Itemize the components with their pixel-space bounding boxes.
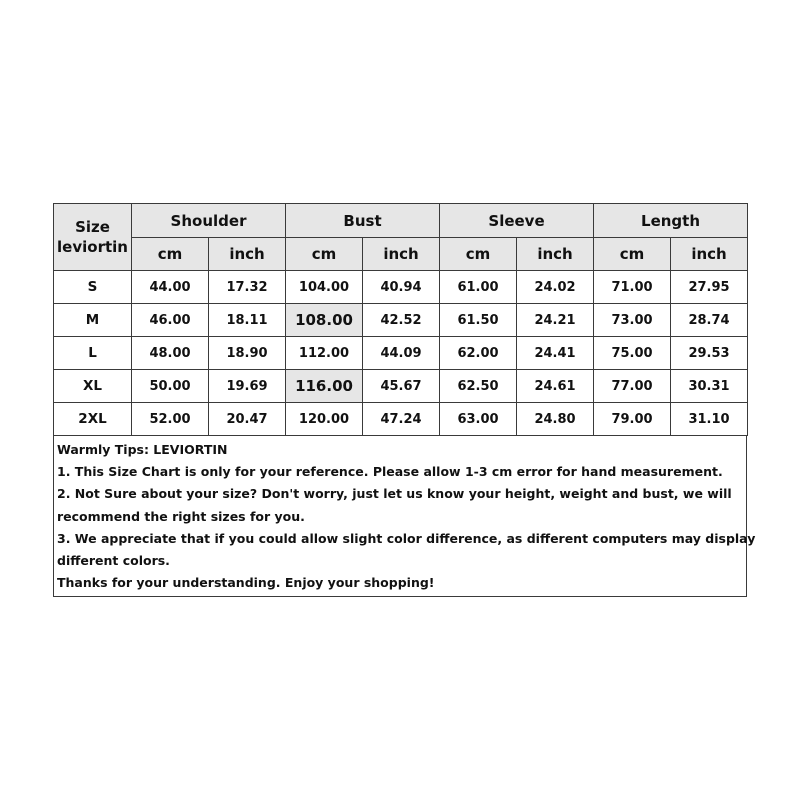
table-cell: 46.00: [132, 304, 209, 337]
table-cell: 61.50: [440, 304, 517, 337]
table-cell: 52.00: [132, 403, 209, 436]
tips-line: 2. Not Sure about your size? Don't worry, just let us know your height, weight and bust, we will: [57, 486, 732, 502]
tips-line: 3. We appreciate that if you could allow slight color difference, as different computers may display: [57, 530, 756, 546]
unit-header: inch: [671, 238, 748, 271]
table-cell: 61.00: [440, 271, 517, 304]
unit-header: cm: [286, 238, 363, 271]
table-cell: 48.00: [132, 337, 209, 370]
table-cell: 42.52: [363, 304, 440, 337]
table-cell: 24.41: [517, 337, 594, 370]
size-cell: S: [54, 271, 132, 304]
table-cell: 24.80: [517, 403, 594, 436]
table-cell: 75.00: [594, 337, 671, 370]
table-cell: 18.11: [209, 304, 286, 337]
table-cell: 28.74: [671, 304, 748, 337]
table-cell: 112.00: [286, 337, 363, 370]
tips-line: different colors.: [57, 553, 170, 569]
group-header-sleeve: Sleeve: [440, 204, 594, 238]
tips-box: [53, 435, 756, 597]
table-cell: 79.00: [594, 403, 671, 436]
table-cell: 24.61: [517, 370, 594, 403]
table-row: [54, 337, 748, 370]
table-row: [54, 403, 748, 436]
table-cell: 31.10: [671, 403, 748, 436]
table-cell: 24.21: [517, 304, 594, 337]
table-cell: 45.67: [363, 370, 440, 403]
tips-thanks: Thanks for your understanding. Enjoy your shopping!: [57, 575, 435, 591]
table-cell: 50.00: [132, 370, 209, 403]
table-cell: 40.94: [363, 271, 440, 304]
size-cell: XL: [54, 370, 132, 403]
group-header-bust: Bust: [286, 204, 440, 238]
group-header-length: Length: [594, 204, 748, 238]
unit-header: cm: [440, 238, 517, 271]
table-cell: 104.00: [286, 271, 363, 304]
table-cell: 29.53: [671, 337, 748, 370]
size-column-header: [54, 204, 132, 271]
tips-line: recommend the right sizes for you.: [57, 508, 305, 524]
unit-header: cm: [594, 238, 671, 271]
table-cell: 44.00: [132, 271, 209, 304]
unit-header: cm: [132, 238, 209, 271]
tips-line: 1. This Size Chart is only for your reference. Please allow 1-3 cm error for hand measurement.: [57, 464, 723, 480]
size-header-line1: Size: [75, 218, 110, 236]
table-cell: 44.09: [363, 337, 440, 370]
size-chart-table: [53, 203, 748, 436]
size-cell: 2XL: [54, 403, 132, 436]
table-row: [54, 271, 748, 304]
group-header-shoulder: Shoulder: [132, 204, 286, 238]
table-cell: 77.00: [594, 370, 671, 403]
table-cell: 19.69: [209, 370, 286, 403]
table-cell: 62.50: [440, 370, 517, 403]
table-cell: 62.00: [440, 337, 517, 370]
table-cell-highlighted: 108.00: [286, 304, 363, 337]
table-cell: 18.90: [209, 337, 286, 370]
table-row: [54, 370, 748, 403]
unit-header: inch: [363, 238, 440, 271]
table-cell: 20.47: [209, 403, 286, 436]
table-cell: 24.02: [517, 271, 594, 304]
unit-header: inch: [209, 238, 286, 271]
unit-header: inch: [517, 238, 594, 271]
table-cell: 30.31: [671, 370, 748, 403]
table-cell-highlighted: 116.00: [286, 370, 363, 403]
size-cell: M: [54, 304, 132, 337]
tips-title: Warmly Tips: LEVIORTIN: [57, 442, 228, 457]
size-header-line2: leviortin: [57, 238, 128, 256]
table-cell: 27.95: [671, 271, 748, 304]
table-cell: 17.32: [209, 271, 286, 304]
size-cell: L: [54, 337, 132, 370]
table-cell: 71.00: [594, 271, 671, 304]
table-cell: 73.00: [594, 304, 671, 337]
table-row: [54, 304, 748, 337]
table-cell: 47.24: [363, 403, 440, 436]
table-cell: 120.00: [286, 403, 363, 436]
table-cell: 63.00: [440, 403, 517, 436]
